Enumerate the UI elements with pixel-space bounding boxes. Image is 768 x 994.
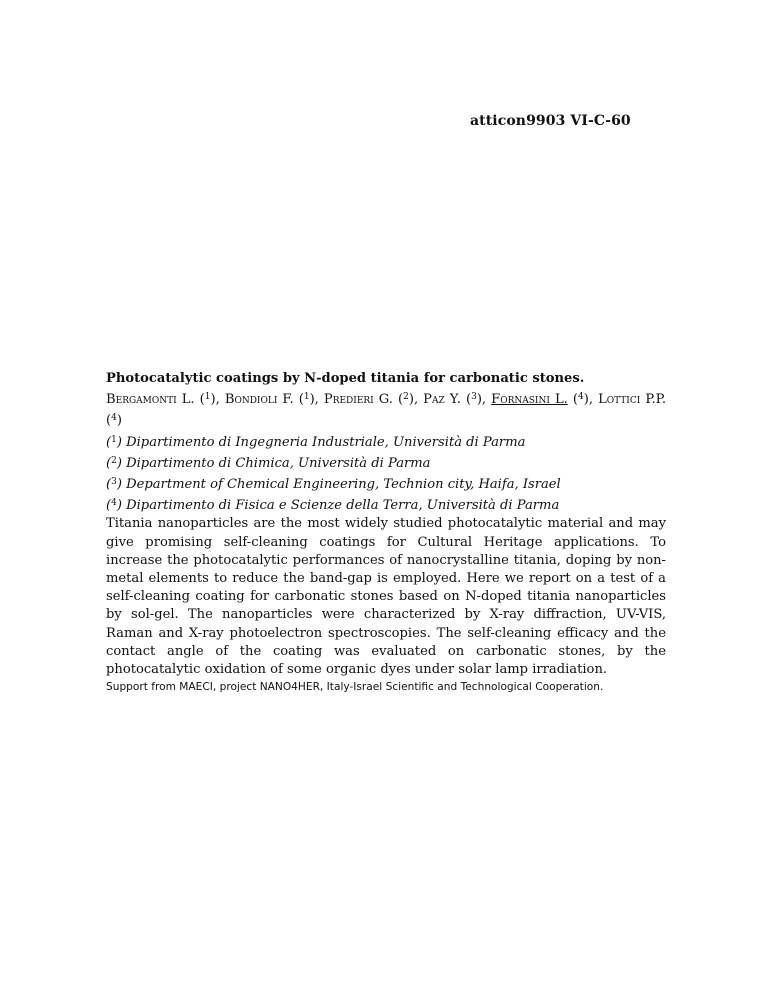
affiliation-number: 3 <box>111 477 117 488</box>
affiliation-number: 4 <box>111 498 117 509</box>
affiliation-text: Department of Chemical Engineering, Technion city, Haifa, Israel <box>126 477 561 493</box>
author-name: Bergamonti L. <box>106 392 195 408</box>
presenting-author-name: Fornasini L. <box>491 392 568 408</box>
abstract-block <box>106 370 666 696</box>
author-affiliation-mark: 1 <box>204 392 211 403</box>
affiliation-text: Dipartimento di Ingegneria Industriale, Università di Parma <box>126 434 526 450</box>
author-affiliation-mark: 4 <box>578 392 584 403</box>
affiliation-number: 2 <box>111 455 117 466</box>
author-name: Predieri G. <box>323 392 393 408</box>
funding-note: Support from MAECI, project NANO4HER, Italy-Israel Scientific and Technological Cooperation. <box>106 681 604 694</box>
abstract-body: Titania nanoparticles are the most widely studied photocatalytic material and may give promising self-cleaning coatings for Cultural Heritage applications. To increase the photocatalytic performances of nanocrystalline titania, doping by non-metal elements to reduce the band-gap is employed. Here we report on a test of a self-cleaning coating for carbonatic stones based on N-doped titania nanoparticles by sol-gel. The nanoparticles were characterized by X-ray diffraction, UV-VIS, Raman and X-ray photoelectron spectroscopies. The self-cleaning efficacy and the contact angle of the coating was evaluated on carbonatic stones, by the photocatalytic oxidation of some organic dyes under solar lamp irradiation. <box>106 516 666 678</box>
author-affiliation-mark: 2 <box>403 392 409 403</box>
affiliation-line: ($^4$) Dipartimento di Fisica e Scienze della Terra, Università di Parma <box>106 498 560 514</box>
author-affiliation-mark: 1 <box>303 392 310 403</box>
author-affiliation-mark: 4 <box>111 413 117 424</box>
affiliation-text: Dipartimento di Chimica, Università di Parma <box>126 455 431 471</box>
author-affiliation-mark: 3 <box>471 392 477 403</box>
abstract-code: atticon9903 VI-C-60 <box>470 113 631 129</box>
affiliation-text: Dipartimento di Fisica e Scienze della Terra, Università di Parma <box>126 498 560 514</box>
abstract-title: Photocatalytic coatings by N-doped titania for carbonatic stones. <box>106 371 585 386</box>
affiliation-number: 1 <box>111 434 117 445</box>
author-name: Paz Y. <box>423 392 461 408</box>
author-list: Bergamonti L. ($^1$), Bondioli F. ($^1$), Predieri G. ($^2$), Paz Y. ($^3$), Fornasini L. ($^4$), Lottici P.P. ($^4$) <box>106 392 666 429</box>
affiliation-line: ($^3$) Department of Chemical Engineering, Technion city, Haifa, Israel <box>106 477 561 493</box>
author-name: Lottici P.P. <box>598 392 666 408</box>
author-name: Bondioli F. <box>224 392 294 408</box>
affiliation-line: ($^2$) Dipartimento di Chimica, Università di Parma <box>106 455 431 471</box>
affiliation-line: ($^1$) Dipartimento di Ingegneria Industriale, Università di Parma <box>106 434 526 450</box>
